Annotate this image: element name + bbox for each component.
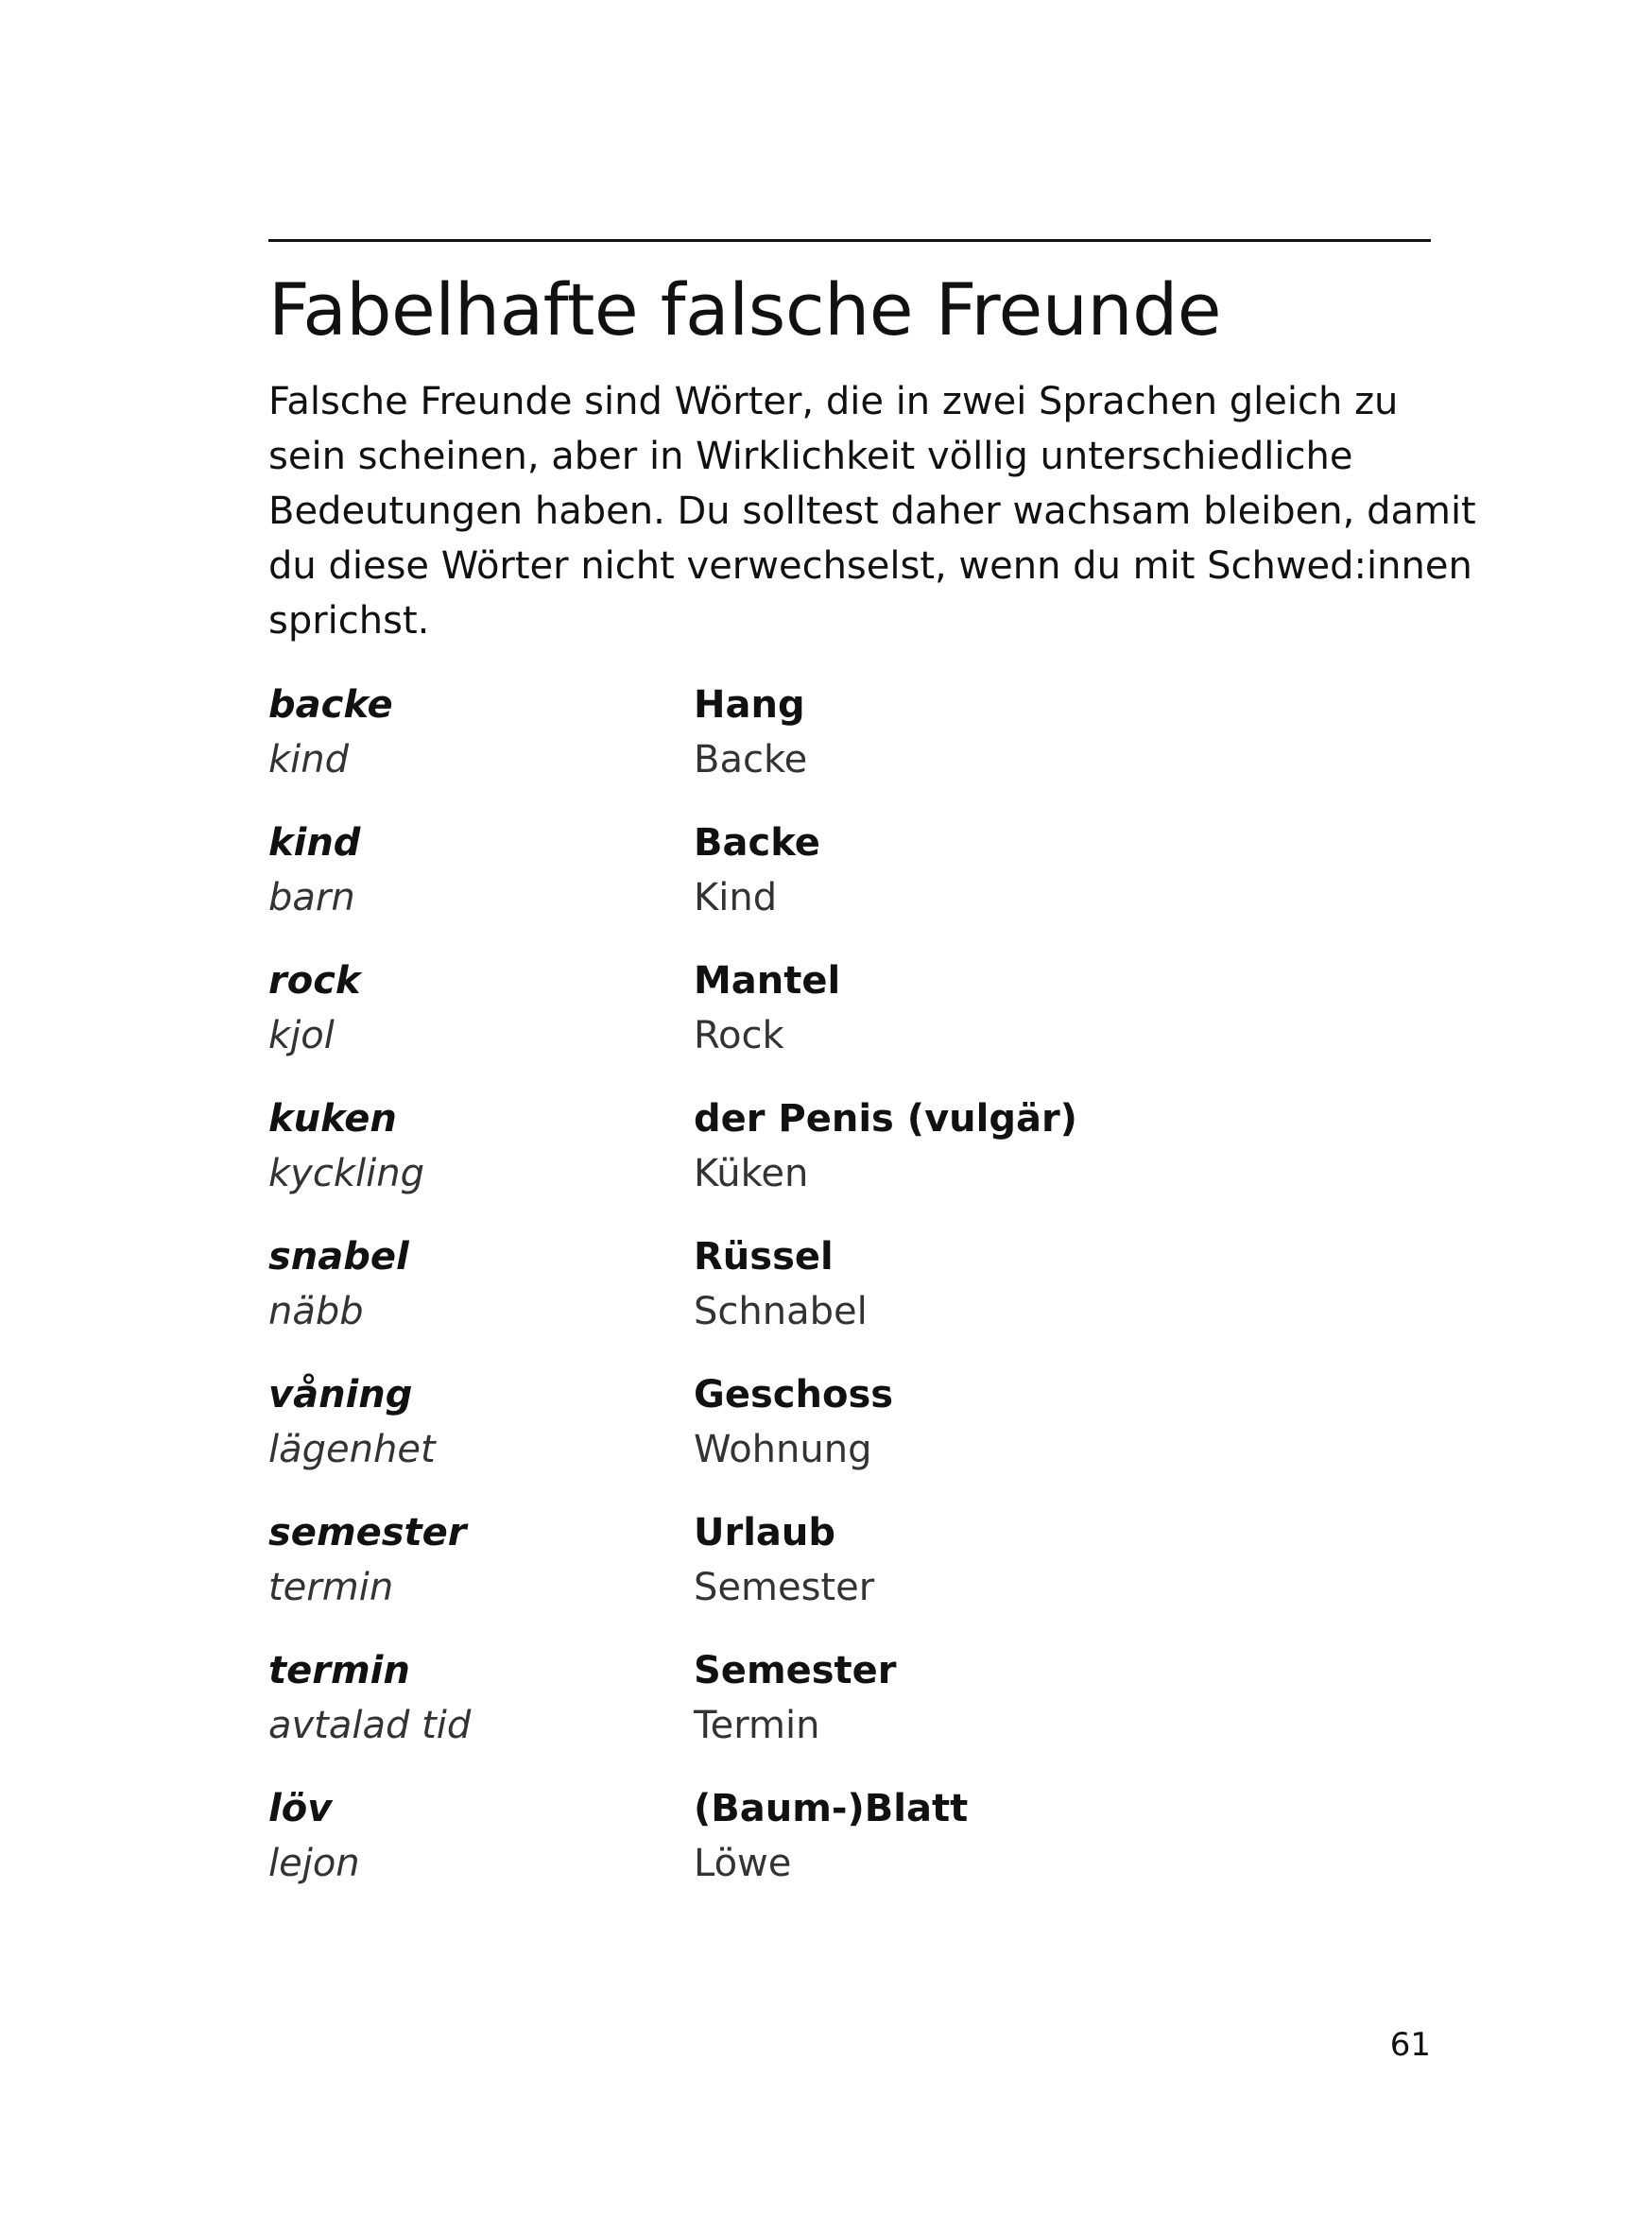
page-number: 61: [1389, 2026, 1431, 2064]
german-column: [694, 1781, 968, 1891]
false-friend-entry: [268, 816, 1440, 953]
swedish-word: snabel: [268, 1235, 409, 1279]
german-lookalike: Schnabel: [694, 1290, 868, 1333]
german-lookalike: Löwe: [694, 1842, 792, 1885]
swedish-equivalent: avtalad tid: [268, 1704, 472, 1747]
german-meaning: Geschoss: [694, 1373, 894, 1416]
swedish-equivalent: lejon: [268, 1842, 360, 1885]
german-lookalike: Termin: [694, 1704, 820, 1747]
german-column: [694, 678, 807, 787]
swedish-word: semester: [268, 1511, 467, 1554]
false-friend-entry: [268, 678, 1440, 816]
swedish-column: [268, 1367, 436, 1477]
false-friend-entry: [268, 953, 1440, 1091]
swedish-column: [268, 953, 361, 1063]
swedish-word: termin: [268, 1649, 410, 1692]
intro-line: du diese Wörter nicht verwechselst, wenn du mit Schwed:innen: [268, 544, 1472, 588]
german-meaning: Semester: [694, 1649, 897, 1692]
swedish-equivalent: termin: [268, 1566, 394, 1609]
false-friend-entry: [268, 1505, 1440, 1643]
page-title: Fabelhafte falsche Freunde: [268, 267, 1222, 352]
german-meaning: Backe: [694, 821, 820, 865]
german-column: [694, 816, 820, 925]
german-meaning: Urlaub: [694, 1511, 836, 1554]
german-meaning: der Penis (vulgär): [694, 1097, 1077, 1141]
swedish-column: [268, 1643, 471, 1753]
false-friend-entry: [268, 1781, 1440, 1919]
intro-line: Falsche Freunde sind Wörter, die in zwei Sprachen gleich zu: [268, 380, 1399, 423]
german-column: [694, 1091, 1077, 1201]
swedish-equivalent: kyckling: [268, 1152, 424, 1195]
german-column: [694, 1643, 897, 1753]
intro-line: Bedeutungen haben. Du solltest daher wachsam bleiben, damit: [268, 489, 1476, 533]
german-lookalike: Backe: [694, 738, 808, 781]
swedish-equivalent: barn: [268, 876, 355, 919]
swedish-word: kuken: [268, 1097, 397, 1141]
swedish-column: [268, 1781, 360, 1891]
false-friend-entry: [268, 1367, 1440, 1505]
false-friend-entry: [268, 1643, 1440, 1781]
german-column: [694, 1367, 893, 1477]
intro-line: sprichst.: [268, 599, 430, 643]
swedish-equivalent: lägenhet: [268, 1428, 436, 1471]
swedish-equivalent: kjol: [268, 1014, 335, 1057]
intro-line: sein scheinen, aber in Wirklichkeit völlig unterschiedliche: [268, 435, 1353, 478]
false-friend-entry: [268, 1091, 1440, 1229]
swedish-equivalent: näbb: [268, 1290, 364, 1333]
german-meaning: Hang: [694, 683, 805, 727]
swedish-equivalent: kind: [268, 738, 350, 781]
swedish-column: [268, 1091, 424, 1201]
swedish-word: löv: [268, 1787, 333, 1830]
german-lookalike: Semester: [694, 1566, 875, 1609]
false-friend-entry: [268, 1229, 1440, 1367]
title-rule: [268, 239, 1431, 242]
swedish-word: backe: [268, 683, 393, 727]
swedish-word: våning: [268, 1373, 413, 1416]
german-lookalike: Kind: [694, 876, 778, 919]
swedish-column: [268, 816, 360, 925]
false-friends-list: [268, 678, 1440, 1919]
german-column: [694, 1229, 868, 1339]
german-lookalike: Wohnung: [694, 1428, 872, 1471]
german-lookalike: Küken: [694, 1152, 809, 1195]
german-lookalike: Rock: [694, 1014, 784, 1057]
intro-paragraph: [268, 374, 1476, 648]
german-meaning: (Baum-)Blatt: [694, 1787, 969, 1830]
german-meaning: Mantel: [694, 959, 841, 1003]
german-column: [694, 953, 840, 1063]
swedish-word: rock: [268, 959, 361, 1003]
swedish-column: [268, 1229, 409, 1339]
german-meaning: Rüssel: [694, 1235, 834, 1279]
german-column: [694, 1505, 874, 1615]
swedish-word: kind: [268, 821, 361, 865]
swedish-column: [268, 678, 393, 787]
swedish-column: [268, 1505, 467, 1615]
